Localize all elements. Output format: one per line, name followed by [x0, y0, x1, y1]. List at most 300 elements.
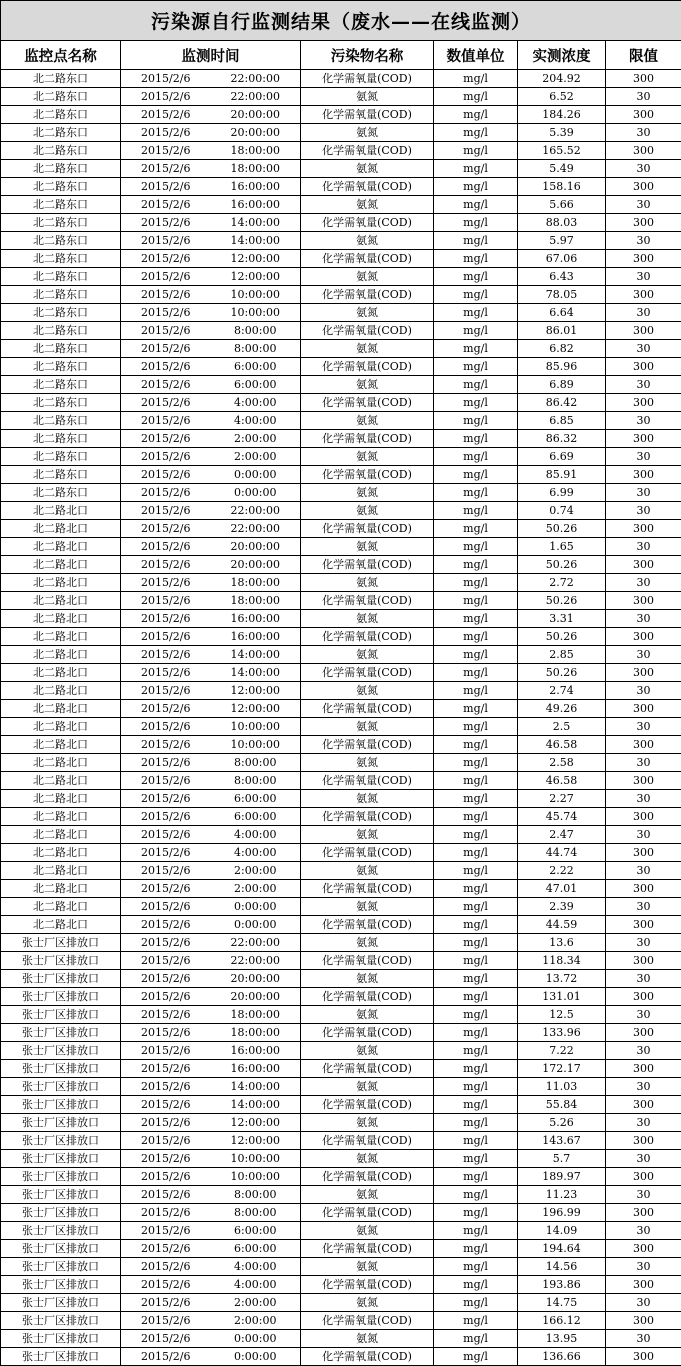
time-cell: 16:00:00 — [211, 196, 301, 214]
table-row — [1, 214, 681, 232]
table-row — [1, 754, 681, 772]
time-cell: 22:00:00 — [211, 934, 301, 952]
date-cell: 2015/2/6 — [121, 700, 211, 718]
unit-cell: mg/l — [434, 1150, 518, 1168]
unit-cell: mg/l — [434, 1240, 518, 1258]
table-row — [1, 1204, 681, 1222]
limit-cell: 300 — [606, 394, 681, 412]
concentration-cell: 0.74 — [518, 502, 606, 520]
pollutant-cell: 氨氮 — [301, 268, 434, 286]
time-cell: 8:00:00 — [211, 772, 301, 790]
limit-cell: 30 — [606, 790, 681, 808]
monitor-point-cell: 北二路北口 — [1, 520, 121, 538]
date-cell: 2015/2/6 — [121, 916, 211, 934]
table-row — [1, 430, 681, 448]
unit-cell: mg/l — [434, 862, 518, 880]
pollutant-cell: 氨氮 — [301, 970, 434, 988]
limit-cell: 300 — [606, 700, 681, 718]
time-cell: 4:00:00 — [211, 826, 301, 844]
time-cell: 14:00:00 — [211, 232, 301, 250]
date-cell: 2015/2/6 — [121, 1186, 211, 1204]
date-cell: 2015/2/6 — [121, 304, 211, 322]
concentration-cell: 46.58 — [518, 736, 606, 754]
header-concentration: 实测浓度 — [518, 41, 606, 70]
concentration-cell: 2.74 — [518, 682, 606, 700]
limit-cell: 300 — [606, 952, 681, 970]
time-cell: 12:00:00 — [211, 250, 301, 268]
limit-cell: 30 — [606, 304, 681, 322]
limit-cell: 300 — [606, 808, 681, 826]
limit-cell: 30 — [606, 538, 681, 556]
time-cell: 4:00:00 — [211, 844, 301, 862]
pollutant-cell: 氨氮 — [301, 754, 434, 772]
table-row — [1, 268, 681, 286]
date-cell: 2015/2/6 — [121, 376, 211, 394]
concentration-cell: 2.27 — [518, 790, 606, 808]
limit-cell: 30 — [606, 970, 681, 988]
date-cell: 2015/2/6 — [121, 340, 211, 358]
header-pollutant: 污染物名称 — [301, 41, 434, 70]
table-row — [1, 340, 681, 358]
concentration-cell: 86.32 — [518, 430, 606, 448]
table-row — [1, 142, 681, 160]
pollutant-cell: 氨氮 — [301, 1150, 434, 1168]
date-cell: 2015/2/6 — [121, 754, 211, 772]
limit-cell: 300 — [606, 178, 681, 196]
monitor-point-cell: 北二路东口 — [1, 106, 121, 124]
time-cell: 4:00:00 — [211, 394, 301, 412]
limit-cell: 30 — [606, 340, 681, 358]
pollutant-cell: 氨氮 — [301, 682, 434, 700]
unit-cell: mg/l — [434, 970, 518, 988]
unit-cell: mg/l — [434, 880, 518, 898]
unit-cell: mg/l — [434, 700, 518, 718]
monitor-point-cell: 张士厂区排放口 — [1, 1348, 121, 1366]
monitor-point-cell: 张士厂区排放口 — [1, 1024, 121, 1042]
pollutant-cell: 化学需氧量(COD) — [301, 1276, 434, 1294]
table-row — [1, 106, 681, 124]
date-cell: 2015/2/6 — [121, 430, 211, 448]
unit-cell: mg/l — [434, 844, 518, 862]
unit-cell: mg/l — [434, 898, 518, 916]
concentration-cell: 5.26 — [518, 1114, 606, 1132]
table-row — [1, 844, 681, 862]
limit-cell: 300 — [606, 1096, 681, 1114]
concentration-cell: 2.58 — [518, 754, 606, 772]
concentration-cell: 6.69 — [518, 448, 606, 466]
time-cell: 14:00:00 — [211, 664, 301, 682]
limit-cell: 300 — [606, 844, 681, 862]
concentration-cell: 2.5 — [518, 718, 606, 736]
time-cell: 6:00:00 — [211, 1240, 301, 1258]
table-row — [1, 610, 681, 628]
pollutant-cell: 化学需氧量(COD) — [301, 1096, 434, 1114]
pollutant-cell: 化学需氧量(COD) — [301, 142, 434, 160]
date-cell: 2015/2/6 — [121, 178, 211, 196]
pollutant-cell: 氨氮 — [301, 1222, 434, 1240]
date-cell: 2015/2/6 — [121, 988, 211, 1006]
monitor-point-cell: 北二路东口 — [1, 88, 121, 106]
limit-cell: 30 — [606, 826, 681, 844]
concentration-cell: 14.09 — [518, 1222, 606, 1240]
header-monitor-point: 监控点名称 — [1, 41, 121, 70]
unit-cell: mg/l — [434, 790, 518, 808]
table-row — [1, 1114, 681, 1132]
concentration-cell: 13.72 — [518, 970, 606, 988]
monitor-point-cell: 北二路北口 — [1, 646, 121, 664]
limit-cell: 30 — [606, 754, 681, 772]
table-row — [1, 466, 681, 484]
pollutant-cell: 氨氮 — [301, 1294, 434, 1312]
monitor-point-cell: 张士厂区排放口 — [1, 1204, 121, 1222]
time-cell: 20:00:00 — [211, 988, 301, 1006]
pollutant-cell: 氨氮 — [301, 1330, 434, 1348]
pollutant-cell: 化学需氧量(COD) — [301, 1132, 434, 1150]
unit-cell: mg/l — [434, 214, 518, 232]
pollutant-cell: 氨氮 — [301, 88, 434, 106]
pollutant-cell: 化学需氧量(COD) — [301, 880, 434, 898]
limit-cell: 300 — [606, 592, 681, 610]
monitor-point-cell: 张士厂区排放口 — [1, 952, 121, 970]
time-cell: 2:00:00 — [211, 448, 301, 466]
concentration-cell: 204.92 — [518, 70, 606, 88]
monitor-point-cell: 张士厂区排放口 — [1, 1312, 121, 1330]
date-cell: 2015/2/6 — [121, 556, 211, 574]
pollutant-cell: 氨氮 — [301, 376, 434, 394]
time-cell: 6:00:00 — [211, 376, 301, 394]
concentration-cell: 5.66 — [518, 196, 606, 214]
monitor-point-cell: 北二路东口 — [1, 196, 121, 214]
date-cell: 2015/2/6 — [121, 70, 211, 88]
unit-cell: mg/l — [434, 916, 518, 934]
table-row — [1, 574, 681, 592]
monitor-point-cell: 北二路北口 — [1, 790, 121, 808]
concentration-cell: 118.34 — [518, 952, 606, 970]
limit-cell: 300 — [606, 1312, 681, 1330]
limit-cell: 30 — [606, 88, 681, 106]
pollutant-cell: 化学需氧量(COD) — [301, 250, 434, 268]
unit-cell: mg/l — [434, 412, 518, 430]
time-cell: 18:00:00 — [211, 142, 301, 160]
monitor-point-cell: 北二路东口 — [1, 412, 121, 430]
date-cell: 2015/2/6 — [121, 682, 211, 700]
unit-cell: mg/l — [434, 808, 518, 826]
limit-cell: 30 — [606, 1150, 681, 1168]
time-cell: 10:00:00 — [211, 1150, 301, 1168]
time-cell: 10:00:00 — [211, 304, 301, 322]
unit-cell: mg/l — [434, 232, 518, 250]
pollutant-cell: 氨氮 — [301, 1006, 434, 1024]
unit-cell: mg/l — [434, 646, 518, 664]
table-row — [1, 1240, 681, 1258]
date-cell: 2015/2/6 — [121, 844, 211, 862]
limit-cell: 30 — [606, 1222, 681, 1240]
table-row — [1, 160, 681, 178]
unit-cell: mg/l — [434, 664, 518, 682]
concentration-cell: 6.85 — [518, 412, 606, 430]
date-cell: 2015/2/6 — [121, 142, 211, 160]
time-cell: 0:00:00 — [211, 1348, 301, 1366]
pollutant-cell: 氨氮 — [301, 898, 434, 916]
pollutant-cell: 化学需氧量(COD) — [301, 952, 434, 970]
unit-cell: mg/l — [434, 358, 518, 376]
time-cell: 0:00:00 — [211, 466, 301, 484]
concentration-cell: 85.96 — [518, 358, 606, 376]
time-cell: 12:00:00 — [211, 268, 301, 286]
monitor-point-cell: 张士厂区排放口 — [1, 1006, 121, 1024]
monitor-point-cell: 北二路北口 — [1, 754, 121, 772]
date-cell: 2015/2/6 — [121, 790, 211, 808]
table-row — [1, 880, 681, 898]
pollutant-cell: 氨氮 — [301, 790, 434, 808]
date-cell: 2015/2/6 — [121, 628, 211, 646]
table-row — [1, 1276, 681, 1294]
limit-cell: 30 — [606, 1294, 681, 1312]
date-cell: 2015/2/6 — [121, 610, 211, 628]
date-cell: 2015/2/6 — [121, 106, 211, 124]
concentration-cell: 14.56 — [518, 1258, 606, 1276]
time-cell: 8:00:00 — [211, 322, 301, 340]
unit-cell: mg/l — [434, 1096, 518, 1114]
limit-cell: 300 — [606, 1204, 681, 1222]
monitor-point-cell: 张士厂区排放口 — [1, 1060, 121, 1078]
unit-cell: mg/l — [434, 1258, 518, 1276]
date-cell: 2015/2/6 — [121, 484, 211, 502]
table-row — [1, 196, 681, 214]
table-row — [1, 898, 681, 916]
monitor-point-cell: 北二路东口 — [1, 178, 121, 196]
concentration-cell: 78.05 — [518, 286, 606, 304]
unit-cell: mg/l — [434, 1204, 518, 1222]
monitor-point-cell: 张士厂区排放口 — [1, 934, 121, 952]
table-row — [1, 448, 681, 466]
monitor-point-cell: 北二路东口 — [1, 304, 121, 322]
date-cell: 2015/2/6 — [121, 952, 211, 970]
unit-cell: mg/l — [434, 322, 518, 340]
concentration-cell: 11.23 — [518, 1186, 606, 1204]
concentration-cell: 131.01 — [518, 988, 606, 1006]
date-cell: 2015/2/6 — [121, 772, 211, 790]
unit-cell: mg/l — [434, 1186, 518, 1204]
pollutant-cell: 化学需氧量(COD) — [301, 988, 434, 1006]
unit-cell: mg/l — [434, 106, 518, 124]
pollutant-cell: 氨氮 — [301, 448, 434, 466]
time-cell: 10:00:00 — [211, 718, 301, 736]
limit-cell: 300 — [606, 520, 681, 538]
time-cell: 0:00:00 — [211, 898, 301, 916]
concentration-cell: 50.26 — [518, 664, 606, 682]
time-cell: 12:00:00 — [211, 682, 301, 700]
limit-cell: 30 — [606, 1258, 681, 1276]
limit-cell: 30 — [606, 1078, 681, 1096]
concentration-cell: 6.99 — [518, 484, 606, 502]
concentration-cell: 49.26 — [518, 700, 606, 718]
concentration-cell: 196.99 — [518, 1204, 606, 1222]
time-cell: 0:00:00 — [211, 484, 301, 502]
time-cell: 20:00:00 — [211, 106, 301, 124]
table-row — [1, 1132, 681, 1150]
time-cell: 18:00:00 — [211, 574, 301, 592]
limit-cell: 30 — [606, 196, 681, 214]
date-cell: 2015/2/6 — [121, 1294, 211, 1312]
unit-cell: mg/l — [434, 1114, 518, 1132]
date-cell: 2015/2/6 — [121, 1348, 211, 1366]
date-cell: 2015/2/6 — [121, 898, 211, 916]
monitor-point-cell: 张士厂区排放口 — [1, 970, 121, 988]
table-row — [1, 700, 681, 718]
time-cell: 2:00:00 — [211, 430, 301, 448]
time-cell: 12:00:00 — [211, 1114, 301, 1132]
unit-cell: mg/l — [434, 250, 518, 268]
date-cell: 2015/2/6 — [121, 1114, 211, 1132]
pollutant-cell: 化学需氧量(COD) — [301, 286, 434, 304]
limit-cell: 300 — [606, 466, 681, 484]
pollutant-cell: 化学需氧量(COD) — [301, 214, 434, 232]
pollutant-cell: 氨氮 — [301, 412, 434, 430]
time-cell: 20:00:00 — [211, 556, 301, 574]
monitor-point-cell: 北二路北口 — [1, 826, 121, 844]
unit-cell: mg/l — [434, 340, 518, 358]
limit-cell: 300 — [606, 1276, 681, 1294]
table-row — [1, 178, 681, 196]
concentration-cell: 6.64 — [518, 304, 606, 322]
limit-cell: 300 — [606, 1060, 681, 1078]
unit-cell: mg/l — [434, 448, 518, 466]
date-cell: 2015/2/6 — [121, 1330, 211, 1348]
pollutant-cell: 氨氮 — [301, 646, 434, 664]
table-row — [1, 124, 681, 142]
monitor-point-cell: 张士厂区排放口 — [1, 1042, 121, 1060]
header-monitor-time: 监测时间 — [121, 41, 301, 70]
monitor-point-cell: 北二路北口 — [1, 574, 121, 592]
unit-cell: mg/l — [434, 628, 518, 646]
unit-cell: mg/l — [434, 88, 518, 106]
pollutant-cell: 化学需氧量(COD) — [301, 394, 434, 412]
monitor-point-cell: 北二路北口 — [1, 664, 121, 682]
date-cell: 2015/2/6 — [121, 592, 211, 610]
unit-cell: mg/l — [434, 286, 518, 304]
monitor-point-cell: 北二路北口 — [1, 736, 121, 754]
pollutant-cell: 化学需氧量(COD) — [301, 736, 434, 754]
table-row — [1, 916, 681, 934]
time-cell: 14:00:00 — [211, 646, 301, 664]
table-row — [1, 502, 681, 520]
table-row — [1, 952, 681, 970]
pollutant-cell: 氨氮 — [301, 502, 434, 520]
limit-cell: 30 — [606, 448, 681, 466]
unit-cell: mg/l — [434, 1276, 518, 1294]
date-cell: 2015/2/6 — [121, 502, 211, 520]
date-cell: 2015/2/6 — [121, 1276, 211, 1294]
table-row — [1, 862, 681, 880]
pollutant-cell: 化学需氧量(COD) — [301, 1060, 434, 1078]
pollutant-cell: 氨氮 — [301, 196, 434, 214]
time-cell: 12:00:00 — [211, 700, 301, 718]
date-cell: 2015/2/6 — [121, 574, 211, 592]
pollutant-cell: 化学需氧量(COD) — [301, 466, 434, 484]
limit-cell: 30 — [606, 1186, 681, 1204]
table-row — [1, 70, 681, 88]
concentration-cell: 158.16 — [518, 178, 606, 196]
monitor-point-cell: 北二路北口 — [1, 718, 121, 736]
monitor-point-cell: 北二路东口 — [1, 466, 121, 484]
time-cell: 0:00:00 — [211, 1330, 301, 1348]
table-row — [1, 1096, 681, 1114]
table-row — [1, 520, 681, 538]
time-cell: 10:00:00 — [211, 1168, 301, 1186]
limit-cell: 300 — [606, 1132, 681, 1150]
pollutant-cell: 化学需氧量(COD) — [301, 1312, 434, 1330]
pollutant-cell: 氨氮 — [301, 574, 434, 592]
time-cell: 16:00:00 — [211, 610, 301, 628]
limit-cell: 300 — [606, 1240, 681, 1258]
limit-cell: 30 — [606, 412, 681, 430]
header-unit: 数值单位 — [434, 41, 518, 70]
time-cell: 8:00:00 — [211, 1186, 301, 1204]
date-cell: 2015/2/6 — [121, 1078, 211, 1096]
monitor-point-cell: 北二路东口 — [1, 232, 121, 250]
limit-cell: 30 — [606, 232, 681, 250]
monitor-point-cell: 张士厂区排放口 — [1, 1114, 121, 1132]
time-cell: 8:00:00 — [211, 754, 301, 772]
time-cell: 16:00:00 — [211, 178, 301, 196]
unit-cell: mg/l — [434, 502, 518, 520]
date-cell: 2015/2/6 — [121, 412, 211, 430]
table-row — [1, 790, 681, 808]
table-row — [1, 1024, 681, 1042]
unit-cell: mg/l — [434, 682, 518, 700]
unit-cell: mg/l — [434, 718, 518, 736]
time-cell: 4:00:00 — [211, 1258, 301, 1276]
pollutant-cell: 氨氮 — [301, 1042, 434, 1060]
time-cell: 0:00:00 — [211, 916, 301, 934]
time-cell: 2:00:00 — [211, 1294, 301, 1312]
monitor-point-cell: 北二路东口 — [1, 214, 121, 232]
limit-cell: 30 — [606, 610, 681, 628]
unit-cell: mg/l — [434, 574, 518, 592]
unit-cell: mg/l — [434, 934, 518, 952]
pollutant-cell: 化学需氧量(COD) — [301, 916, 434, 934]
unit-cell: mg/l — [434, 826, 518, 844]
concentration-cell: 165.52 — [518, 142, 606, 160]
limit-cell: 300 — [606, 916, 681, 934]
pollutant-cell: 氨氮 — [301, 862, 434, 880]
date-cell: 2015/2/6 — [121, 970, 211, 988]
concentration-cell: 136.66 — [518, 1348, 606, 1366]
monitor-point-cell: 张士厂区排放口 — [1, 1150, 121, 1168]
pollutant-cell: 化学需氧量(COD) — [301, 1024, 434, 1042]
concentration-cell: 7.22 — [518, 1042, 606, 1060]
unit-cell: mg/l — [434, 160, 518, 178]
time-cell: 20:00:00 — [211, 124, 301, 142]
date-cell: 2015/2/6 — [121, 1222, 211, 1240]
date-cell: 2015/2/6 — [121, 1024, 211, 1042]
date-cell: 2015/2/6 — [121, 1132, 211, 1150]
table-row — [1, 322, 681, 340]
monitor-point-cell: 北二路东口 — [1, 268, 121, 286]
time-cell: 4:00:00 — [211, 412, 301, 430]
pollutant-cell: 化学需氧量(COD) — [301, 70, 434, 88]
date-cell: 2015/2/6 — [121, 1204, 211, 1222]
monitor-point-cell: 北二路北口 — [1, 556, 121, 574]
time-cell: 18:00:00 — [211, 160, 301, 178]
limit-cell: 30 — [606, 1042, 681, 1060]
date-cell: 2015/2/6 — [121, 268, 211, 286]
limit-cell: 300 — [606, 214, 681, 232]
unit-cell: mg/l — [434, 1078, 518, 1096]
table-row — [1, 412, 681, 430]
concentration-cell: 6.82 — [518, 340, 606, 358]
